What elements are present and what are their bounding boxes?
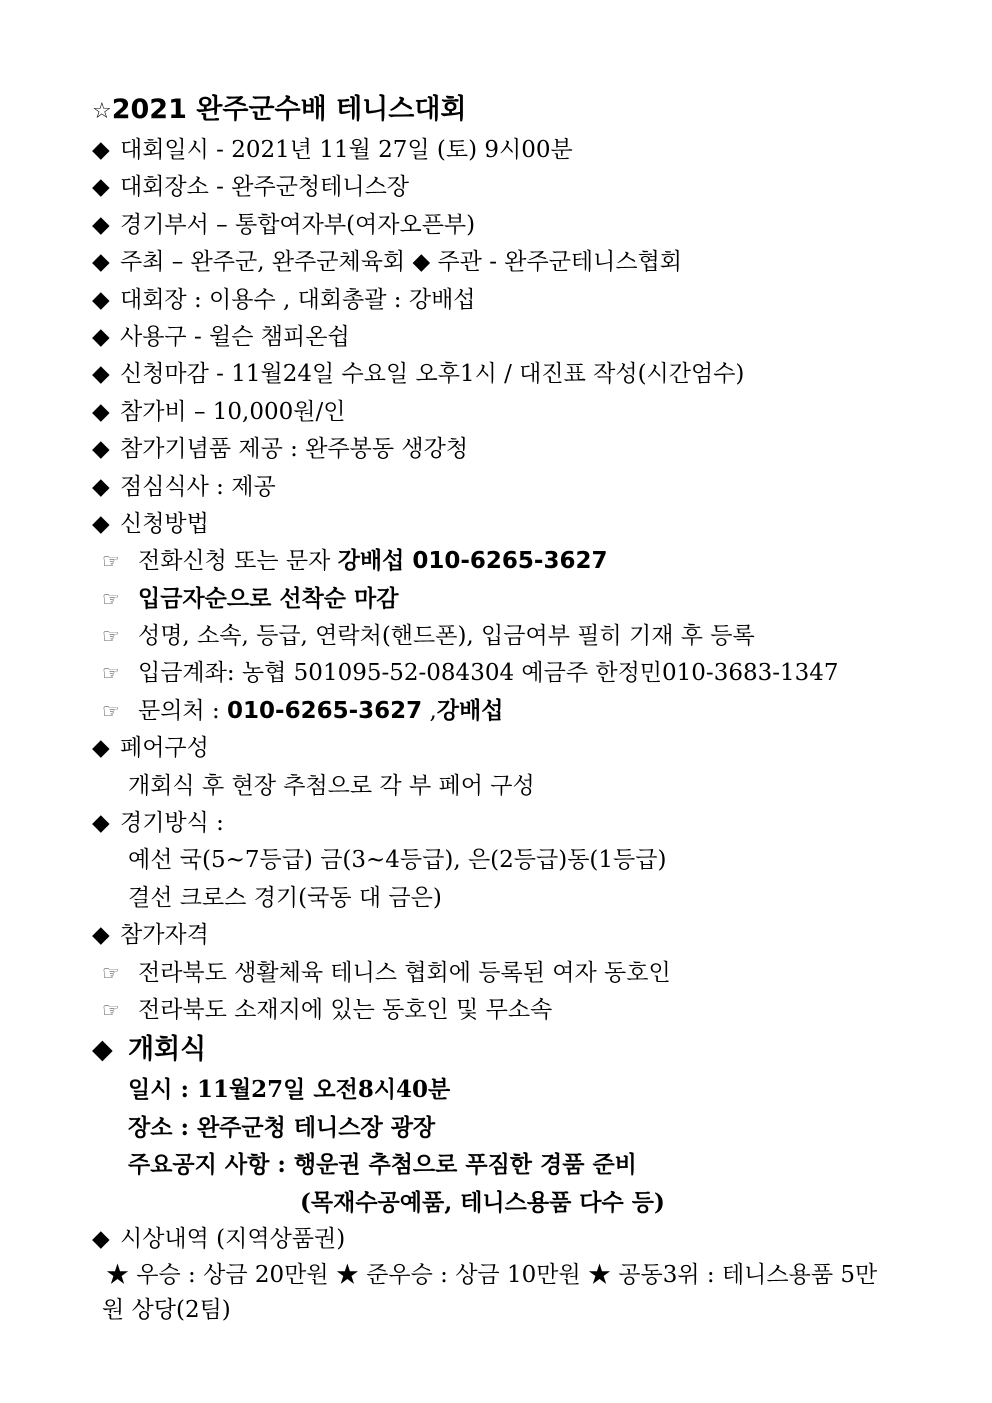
apply-phone (92, 543, 892, 580)
eligibility-heading (92, 917, 892, 954)
event-host: 주최 – 완주군, 완주군체육회 ◆ 주관 - 완주군테니스협회 (120, 249, 683, 276)
diamond-icon: ◆ (92, 286, 110, 313)
info-line (92, 169, 892, 206)
document-body (92, 88, 892, 1328)
apply-phone-label: 전화신청 또는 문자 (138, 548, 338, 575)
pair-text: 개회식 후 현장 추첨으로 각 부 페어 구성 (128, 772, 535, 799)
format-heading (92, 805, 892, 842)
title-text: 2021 완주군수배 테니스대회 (111, 94, 467, 125)
diamond-icon: ◆ (92, 1034, 113, 1066)
event-gift: 참가기념품 제공 : 완주봉동 생강청 (120, 436, 469, 463)
apply-contact (92, 693, 892, 730)
prizes-heading (92, 1221, 892, 1258)
format-final: 결선 크로스 경기(국동 대 금은) (128, 884, 442, 911)
diamond-icon: ◆ (92, 398, 110, 425)
pointing-hand-icon: ☞ (102, 586, 120, 611)
diamond-icon: ◆ (92, 436, 110, 463)
info-line (92, 394, 892, 431)
opening-heading-text: 개회식 (128, 1034, 207, 1066)
opening-place: 장소 : 완주군청 테니스장 광장 (128, 1113, 436, 1141)
event-lunch: 점심식사 : 제공 (120, 473, 276, 500)
star-icon: ☆ (92, 99, 112, 124)
prizes-text (92, 1258, 892, 1328)
info-line (92, 506, 892, 543)
info-line (92, 469, 892, 506)
event-date: 대회일시 - 2021년 11월 27일 (토) 9시00분 (120, 137, 573, 163)
apply-heading: 신청방법 (120, 510, 209, 537)
prizes-text-content: ★ 우승 : 상금 20만원 ★ 준우승 : 상금 10만원 ★ 공동3위 : 테니스용품 5만원 상당(2팀) (102, 1262, 878, 1324)
diamond-icon: ◆ (92, 922, 110, 949)
info-line (92, 282, 892, 319)
pointing-hand-icon: ☞ (102, 549, 120, 574)
opening-time: 일시 : 11월27일 오전8시40분 (128, 1076, 451, 1104)
info-line (92, 319, 892, 356)
diamond-icon: ◆ (92, 323, 110, 350)
pointing-hand-icon: ☞ (102, 661, 120, 686)
pointing-hand-icon: ☞ (102, 997, 120, 1022)
event-deadline: 신청마감 - 11월24일 수요일 오후1시 / 대진표 작성(시간엄수) (120, 361, 745, 388)
diamond-icon: ◆ (92, 510, 110, 537)
apply-account (92, 655, 892, 692)
eligibility-heading-text: 참가자격 (120, 922, 209, 949)
info-line (92, 207, 892, 244)
info-line (92, 356, 892, 393)
event-ball: 사용구 - 윌슨 챔피온쉽 (120, 323, 350, 350)
diamond-icon: ◆ (92, 211, 110, 238)
opening-notice: 주요공지 사항 : 행운권 추첨으로 푸짐한 경품 준비 (128, 1151, 637, 1179)
diamond-icon: ◆ (92, 137, 110, 163)
diamond-icon: ◆ (92, 361, 110, 388)
eligibility-item (92, 992, 892, 1029)
opening-heading (92, 1029, 892, 1071)
contact-phone: 010-6265-3627 (227, 697, 423, 724)
info-line (92, 431, 892, 468)
page-title (92, 88, 892, 132)
contact-name: 강배섭 (436, 697, 504, 724)
pointing-hand-icon: ☞ (102, 960, 120, 985)
apply-account-text: 입금계좌: 농협 501095-52-084304 예금주 한정민010-3683-1347 (138, 660, 839, 687)
prizes-heading-text: 시상내역 (지역상품권) (120, 1225, 346, 1252)
info-line (92, 132, 892, 169)
event-venue: 대회장소 - 완주군청테니스장 (120, 174, 410, 201)
pair-heading-text: 페어구성 (120, 735, 209, 762)
apply-deadline-note: 입금자순으로 선착순 마감 (138, 585, 399, 612)
pointing-hand-icon: ☞ (102, 698, 120, 723)
event-chair: 대회장 : 이용수 , 대회총괄 : 강배섭 (120, 286, 476, 313)
pair-heading (92, 730, 892, 767)
info-line (92, 244, 892, 281)
event-division: 경기부서 – 통합여자부(여자오픈부) (120, 211, 476, 238)
event-fee: 참가비 – 10,000원/인 (120, 398, 346, 425)
opening-notice-detail: (목재수공예품, 테니스용품 다수 등) (300, 1188, 665, 1216)
diamond-icon: ◆ (92, 249, 110, 276)
apply-phone-value: 강배섭 010-6265-3627 (337, 548, 608, 575)
apply-required-info: 성명, 소속, 등급, 연락처(핸드폰), 입금여부 필히 기재 후 등록 (138, 623, 755, 650)
contact-separator: , (422, 697, 437, 724)
eligibility-item-text: 전라북도 생활체육 테니스 협회에 등록된 여자 동호인 (138, 959, 671, 986)
diamond-icon: ◆ (92, 810, 110, 837)
diamond-icon: ◆ (92, 473, 110, 500)
contact-label: 문의처 : (138, 697, 228, 724)
diamond-icon: ◆ (92, 735, 110, 762)
diamond-icon: ◆ (92, 1225, 110, 1252)
format-heading-text: 경기방식 : (120, 810, 224, 837)
eligibility-item-text: 전라북도 소재지에 있는 동호인 및 무소속 (138, 996, 553, 1023)
pointing-hand-icon: ☞ (102, 624, 120, 649)
format-prelim: 예선 국(5~7등급) 금(3~4등급), 은(2등급)동(1등급) (128, 847, 667, 874)
apply-deadline (92, 581, 892, 618)
diamond-icon: ◆ (92, 174, 110, 201)
apply-info (92, 618, 892, 655)
eligibility-item (92, 955, 892, 992)
